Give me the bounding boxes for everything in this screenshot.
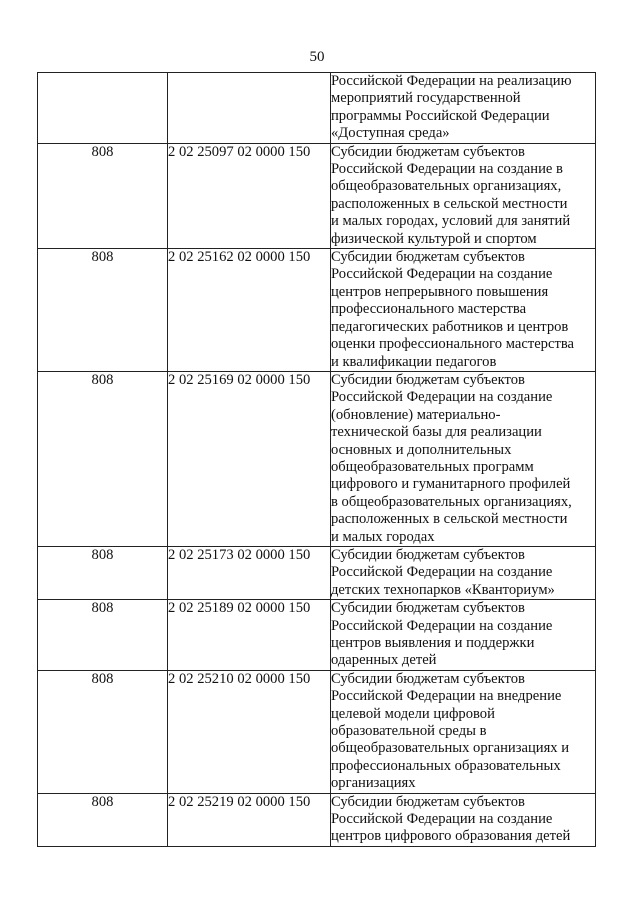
- revenue-name-line: и малых городах, условий для занятий: [331, 213, 571, 230]
- revenue-name-line: расположенных в сельской местности: [331, 195, 568, 212]
- revenue-name-line: целевой модели цифровой: [331, 705, 495, 722]
- admin-code-cell: 808: [38, 600, 168, 671]
- revenue-name-line: Субсидии бюджетам субъектов: [331, 793, 525, 810]
- revenue-name-cell: [331, 143, 596, 248]
- revenue-name-cell: [331, 249, 596, 372]
- revenue-name-line: общеобразовательных организациях,: [331, 178, 562, 195]
- revenue-name-cell: [331, 670, 596, 793]
- budget-code-cell: 2 02 25162 02 0000 150: [168, 249, 331, 372]
- revenue-name-line: Российской Федерации на создание: [331, 389, 553, 406]
- revenue-name-line: Субсидии бюджетам субъектов: [331, 600, 525, 617]
- revenue-name-line: цифрового и гуманитарного профилей: [331, 476, 571, 493]
- budget-code-cell: 2 02 25219 02 0000 150: [168, 793, 331, 846]
- admin-code-cell: 808: [38, 793, 168, 846]
- revenue-name-line: в общеобразовательных организациях,: [331, 493, 572, 510]
- revenue-name-line: (обновление) материально-: [331, 406, 501, 423]
- admin-code-cell: 808: [38, 143, 168, 248]
- revenue-name-line: педагогических работников и центров: [331, 318, 569, 335]
- budget-code-cell: 2 02 25169 02 0000 150: [168, 371, 331, 546]
- revenue-name-cell: [331, 793, 596, 846]
- revenue-name-line: Российской Федерации на реализацию: [331, 73, 572, 89]
- revenue-name-line: Субсидии бюджетам субъектов: [331, 143, 525, 160]
- table-row: [38, 73, 596, 144]
- revenue-name-line: Субсидии бюджетам субъектов: [331, 249, 525, 266]
- revenue-name-line: оценки профессионального мастерства: [331, 336, 575, 353]
- budget-code-cell: 2 02 25210 02 0000 150: [168, 670, 331, 793]
- revenue-name-line: центров цифрового образования детей: [331, 828, 571, 845]
- revenue-name-line: технической базы для реализации: [331, 424, 542, 441]
- revenue-name-cell: [331, 546, 596, 599]
- revenue-name-line: Субсидии бюджетам субъектов: [331, 670, 525, 687]
- revenue-name-line: Российской Федерации на создание: [331, 564, 553, 581]
- table-row: [38, 793, 596, 846]
- budget-code-cell: 2 02 25097 02 0000 150: [168, 143, 331, 248]
- revenue-name-cell: [331, 73, 596, 144]
- table-row: [38, 546, 596, 599]
- revenue-name-line: и квалификации педагогов: [331, 353, 497, 370]
- revenue-name-line: организациях: [331, 775, 416, 792]
- revenue-name-line: образовательной среды в: [331, 723, 487, 740]
- revenue-name-line: Российской Федерации на создание: [331, 811, 553, 828]
- table-body: [38, 73, 596, 847]
- table-row: [38, 670, 596, 793]
- revenue-name-cell: [331, 600, 596, 671]
- revenue-name-line: Субсидии бюджетам субъектов: [331, 371, 525, 388]
- revenue-name-line: общеобразовательных организациях и: [331, 740, 570, 757]
- revenue-name-line: Субсидии бюджетам субъектов: [331, 546, 525, 563]
- revenue-name-line: Российской Федерации на создание в: [331, 161, 563, 178]
- budget-code-cell: 2 02 25173 02 0000 150: [168, 546, 331, 599]
- revenue-name-line: одаренных детей: [331, 652, 437, 669]
- revenue-name-line: Российской Федерации на создание: [331, 617, 553, 634]
- revenue-name-line: «Доступная среда»: [331, 125, 450, 142]
- revenue-name-cell: [331, 371, 596, 546]
- revenue-name-line: основных и дополнительных: [331, 441, 512, 458]
- revenue-name-line: Российской Федерации на создание: [331, 266, 553, 283]
- admin-code-cell: 808: [38, 546, 168, 599]
- admin-code-cell: [38, 73, 168, 144]
- revenue-name-line: профессиональных образовательных: [331, 757, 561, 774]
- revenue-name-line: детских технопарков «Кванториум»: [331, 581, 555, 598]
- revenue-name-line: расположенных в сельской местности: [331, 511, 568, 528]
- admin-code-cell: 808: [38, 670, 168, 793]
- table-row: [38, 143, 596, 248]
- budget-code-cell: [168, 73, 331, 144]
- revenue-name-line: центров непрерывного повышения: [331, 283, 549, 300]
- revenue-name-line: мероприятий государственной: [331, 90, 521, 107]
- admin-code-cell: 808: [38, 371, 168, 546]
- budget-classification-table: [37, 72, 596, 847]
- admin-code-cell: 808: [38, 249, 168, 372]
- table-row: [38, 600, 596, 671]
- table-row: [38, 249, 596, 372]
- budget-code-cell: 2 02 25189 02 0000 150: [168, 600, 331, 671]
- revenue-name-line: центров выявления и поддержки: [331, 635, 535, 651]
- revenue-name-line: Российской Федерации на внедрение: [331, 688, 562, 705]
- revenue-name-line: профессионального мастерства: [331, 301, 527, 318]
- page-number: 50: [309, 49, 325, 65]
- table-row: [38, 371, 596, 546]
- revenue-name-line: физической культурой и спортом: [331, 230, 537, 247]
- revenue-name-line: программы Российской Федерации: [331, 107, 550, 124]
- revenue-name-line: общеобразовательных программ: [331, 458, 534, 475]
- revenue-name-line: и малых городах: [331, 528, 435, 545]
